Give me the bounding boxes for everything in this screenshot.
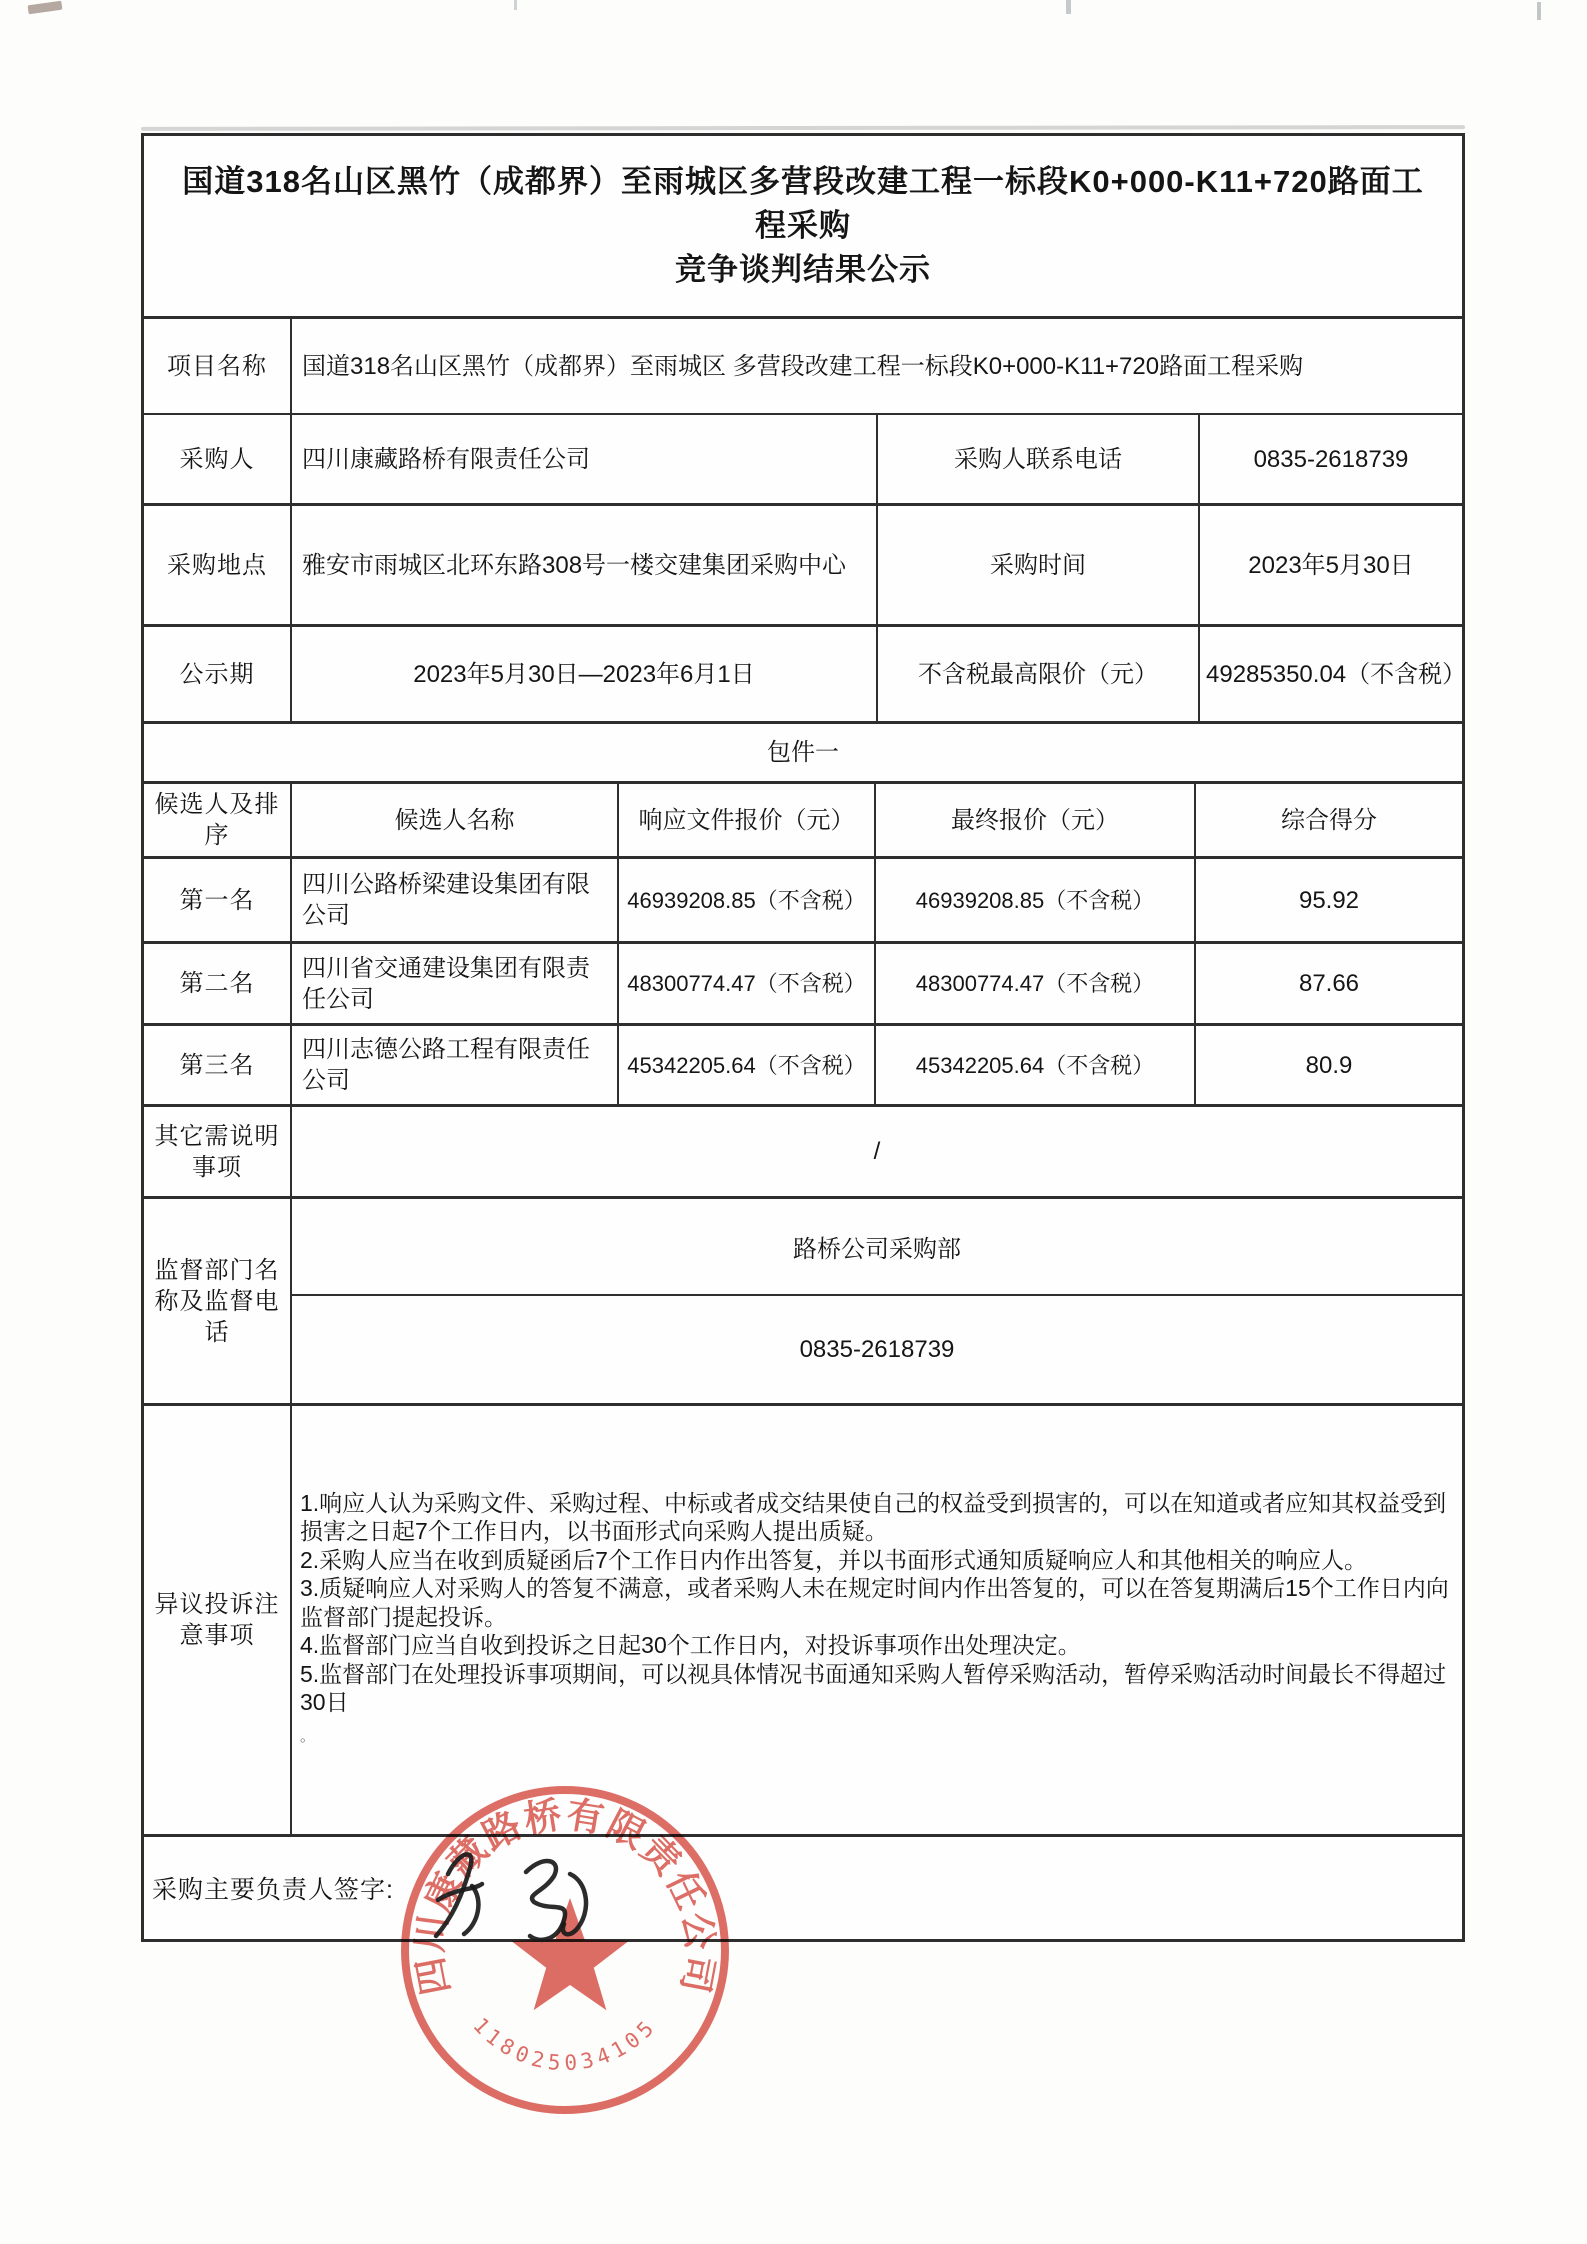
scan-smudge-mark	[1066, 0, 1071, 14]
header-score: 综合得分	[1194, 784, 1462, 856]
publicity-period-row	[144, 624, 1467, 721]
candidate-name: 四川公路桥梁建设集团有限公司	[290, 859, 617, 941]
signature-row	[144, 1834, 1462, 1939]
candidate-final-price: 46939208.85（不含税）	[874, 859, 1194, 941]
supervision-label: 监督部门名称及监督电话	[154, 1256, 280, 1346]
candidate-score: 87.66	[1194, 944, 1462, 1023]
objection-item: 3.质疑响应人对采购人的答复不满意，或者采购人未在规定时间内作出答复的，可以在答复期满后15个工作日内向监督部门提起投诉。	[300, 1575, 1449, 1630]
table-row	[144, 941, 1462, 1023]
stamp-number-text: 118025034105	[468, 2013, 662, 2076]
table-row	[144, 1023, 1462, 1104]
purchaser-label: 采购人	[179, 445, 255, 473]
candidate-rank: 第二名	[179, 970, 255, 997]
candidate-doc-price: 45342205.64（不含税）	[617, 1026, 874, 1104]
signature-line-label: 采购主要负责人签字:	[152, 1876, 394, 1904]
objection-item: 1.响应人认为采购文件、采购过程、中标或者成交结果使自己的权益受到损害的，可以在知道或者应知其权益受到损害之日起7个工作日内，以书面形式向采购人提出质疑。	[300, 1489, 1447, 1545]
candidate-final-price: 48300774.47（不含税）	[874, 944, 1194, 1023]
objection-trailing-punctuation: 。	[300, 1727, 316, 1745]
other-notes-value: /	[290, 1107, 1462, 1196]
package-title: 包件一	[767, 739, 839, 766]
header-final-price: 最终报价（元）	[874, 784, 1194, 856]
purchaser-value: 四川康藏路桥有限责任公司	[290, 415, 876, 503]
candidate-score: 80.9	[1194, 1026, 1462, 1104]
publicity-period-label: 公示期	[179, 660, 255, 688]
purchase-time-value: 2023年5月30日	[1198, 506, 1462, 624]
purchase-time-label: 采购时间	[876, 506, 1198, 624]
location-value: 雅安市雨城区北环东路308号一楼交建集团采购中心	[290, 506, 876, 624]
candidate-rank: 第三名	[179, 1051, 255, 1079]
handwritten-signature	[418, 1836, 638, 1948]
table-row	[144, 856, 1462, 941]
scan-smudge-mark	[1537, 2, 1541, 20]
candidate-rank: 第一名	[179, 886, 255, 914]
scan-edge-shadow	[141, 125, 1465, 131]
project-name-value: 国道318名山区黑竹（成都界）至雨城区 多营段改建工程一标段K0+000-K11+720路面工程采购	[290, 319, 1462, 413]
objection-label: 异议投诉注意事项	[154, 1591, 280, 1649]
header-doc-price: 响应文件报价（元）	[617, 784, 874, 856]
header-candidate-name: 候选人名称	[290, 784, 617, 856]
document-title-line2: 竞争谈判结果公示	[674, 252, 931, 287]
supervision-dept: 路桥公司采购部	[793, 1236, 961, 1263]
purchaser-phone-label: 采购人联系电话	[876, 415, 1198, 503]
stamp-company-text: 四川康藏路桥有限责任公司	[409, 1794, 721, 1998]
supervision-values	[290, 1199, 1462, 1403]
candidates-header-row	[144, 781, 1462, 856]
max-price-label: 不含税最高限价（元）	[876, 627, 1198, 721]
announcement-table	[141, 133, 1465, 1942]
objection-item: 2.采购人应当在收到质疑函后7个工作日内作出答复，并以书面形式通知质疑响应人和其他相关的响应人。	[300, 1546, 1367, 1573]
candidate-name: 四川志德公路工程有限责任公司	[290, 1026, 617, 1104]
company-seal-stamp	[395, 1780, 735, 2120]
package-row	[144, 721, 1462, 781]
candidate-score: 95.92	[1194, 859, 1462, 941]
location-label: 采购地点	[167, 551, 267, 579]
document-title-line1: 国道318名山区黑竹（成都界）至雨城区多营段改建工程一标段K0+000-K11+720路面工程采购	[182, 164, 1424, 243]
max-price-value: 49285350.04（不含税）	[1198, 627, 1462, 721]
other-notes-row	[144, 1104, 1462, 1196]
purchaser-row	[144, 413, 1462, 503]
scan-smudge-mark	[28, 1, 63, 15]
objection-item: 5.监督部门在处理投诉事项期间，可以视具体情况书面通知采购人暂停采购活动，暂停采购活动时间最长不得超过30日	[300, 1660, 1447, 1716]
publicity-period-value: 2023年5月30日—2023年6月1日	[290, 627, 876, 721]
candidate-doc-price: 48300774.47（不含税）	[617, 944, 874, 1023]
candidate-doc-price: 46939208.85（不含税）	[617, 859, 874, 941]
objection-items	[290, 1406, 1462, 1834]
candidate-final-price: 45342205.64（不含税）	[874, 1026, 1194, 1104]
supervision-phone: 0835-2618739	[292, 1294, 1462, 1403]
supervision-row	[144, 1196, 1462, 1403]
location-row	[144, 503, 1462, 624]
other-notes-label: 其它需说明事项	[154, 1122, 280, 1181]
objection-row	[144, 1403, 1462, 1834]
purchaser-phone-value: 0835-2618739	[1198, 415, 1462, 503]
project-name-label: 项目名称	[167, 352, 267, 380]
scan-smudge-mark	[514, 0, 517, 10]
candidate-name: 四川省交通建设集团有限责任公司	[290, 944, 617, 1023]
header-rank: 候选人及排序	[154, 791, 280, 849]
objection-item: 4.监督部门应当自收到投诉之日起30个工作日内，对投诉事项作出处理决定。	[300, 1632, 1081, 1659]
project-name-row	[144, 316, 1462, 413]
title-row	[144, 136, 1462, 316]
